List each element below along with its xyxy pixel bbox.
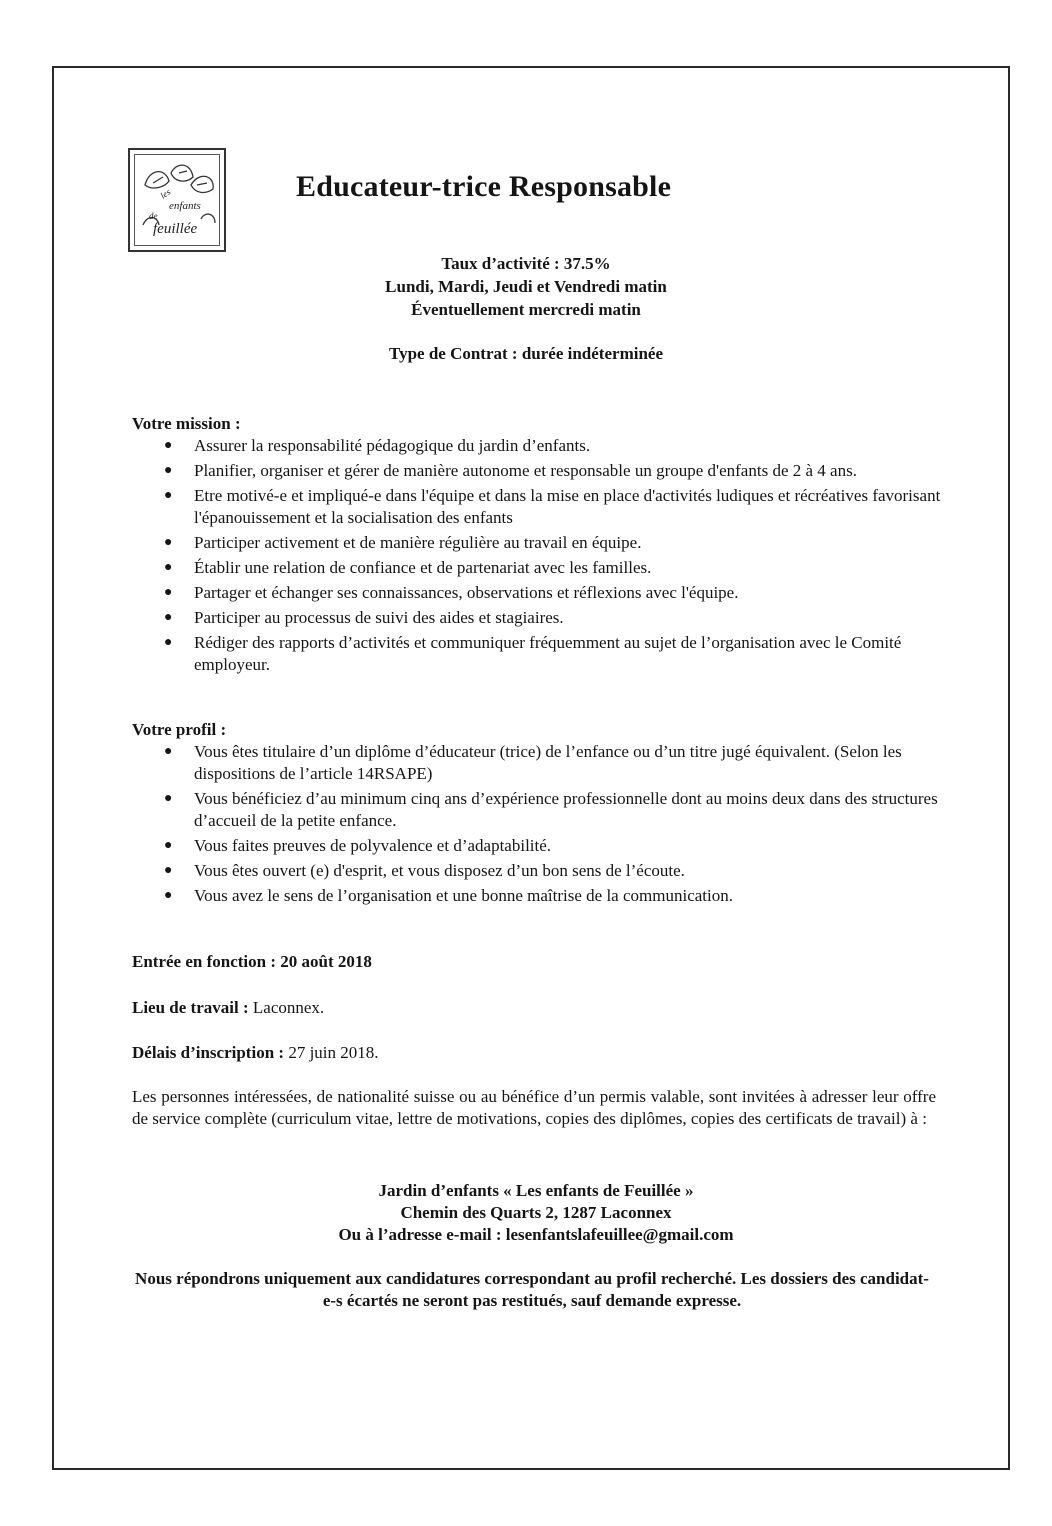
organization-logo <box>128 148 226 252</box>
working-days: Lundi, Mardi, Jeudi et Vendredi matin <box>385 277 667 296</box>
list-item: ● Établir une relation de confiance et de partenariat avec les familles. <box>164 558 652 577</box>
mission-heading: Votre mission : <box>132 414 241 433</box>
svg-text:enfants: enfants <box>169 200 201 212</box>
profile-heading: Votre profil : <box>132 720 227 739</box>
start-date <box>132 952 372 972</box>
application-deadline <box>132 1043 379 1063</box>
footer-notice: Nous répondrons uniquement aux candidatures correspondant au profil recherché. Les dossiers des candidat-e-s écartés ne seront pas restitués, sauf demande expresse. <box>135 1269 929 1310</box>
schedule-block <box>0 252 1052 321</box>
start-date-label: Entrée en fonction : <box>132 952 277 971</box>
bullet-icon: ● <box>164 438 173 453</box>
list-item: ● Vous avez le sens de l’organisation et une bonne maîtrise de la communication. <box>164 886 733 905</box>
deadline-value: 27 juin 2018. <box>288 1043 379 1062</box>
job-title: Educateur-trice Responsable <box>296 170 672 203</box>
optional-days: Éventuellement mercredi matin <box>411 300 641 319</box>
bullet-icon: ● <box>164 560 173 575</box>
list-item: ● Participer activement et de manière régulière au travail en équipe. <box>164 533 642 552</box>
bullet-icon: ● <box>164 463 173 478</box>
list-item: ● Rédiger des rapports d’activités et communiquer fréquemment au sujet de l’organisation avec le Comité employeur. <box>164 633 902 674</box>
bullet-icon: ● <box>164 744 173 759</box>
svg-text:feuillée: feuillée <box>153 221 198 237</box>
workplace-value: Laconnex. <box>252 998 325 1017</box>
workplace <box>132 998 324 1018</box>
contact-email[interactable]: Ou à l’adresse e-mail : lesenfantslafeuillee@gmail.com <box>338 1225 734 1244</box>
list-item: ● Vous bénéficiez d’au minimum cinq ans d’expérience professionnelle dont au moins deux dans des structures d’accueil de la petite enfance. <box>164 789 938 830</box>
list-item: ● Vous êtes ouvert (e) d'esprit, et vous disposez d’un bon sens de l’écoute. <box>164 861 685 880</box>
start-date-value: 20 août 2018 <box>280 952 372 971</box>
mission-list <box>160 435 950 679</box>
list-item: ● Partager et échanger ses connaissances, observations et réflexions avec l'équipe. <box>164 583 739 602</box>
bullet-icon: ● <box>164 863 173 878</box>
bullet-icon: ● <box>164 888 173 903</box>
bullet-icon: ● <box>164 838 173 853</box>
bullet-icon: ● <box>164 488 173 503</box>
bullet-icon: ● <box>164 635 173 650</box>
leaf-illustration-icon <box>135 155 221 247</box>
list-item: ● Vous êtes titulaire d’un diplôme d’éducateur (trice) de l’enfance ou d’un titre jugé équivalent. (Selon les dispositions de l’article 14RSAPE) <box>164 742 902 783</box>
svg-text:de: de <box>149 211 158 221</box>
profile-list <box>160 741 950 910</box>
list-item: ● Assurer la responsabilité pédagogique du jardin d’enfants. <box>164 436 591 455</box>
list-item: ● Vous faites preuves de polyvalence et d’adaptabilité. <box>164 836 552 855</box>
svg-text:les: les <box>158 186 173 201</box>
list-item: ● Etre motivé-e et impliqué-e dans l'équipe et dans la mise en place d'activités ludiques et récréatives favorisant l'épanouissement et la socialisation des enfants <box>164 486 941 527</box>
activity-rate: Taux d’activité : 37.5% <box>441 254 611 273</box>
list-item: ● Participer au processus de suivi des aides et stagiaires. <box>164 608 564 627</box>
bullet-icon: ● <box>164 535 173 550</box>
bullet-icon: ● <box>164 585 173 600</box>
list-item: ● Planifier, organiser et gérer de manière autonome et responsable un groupe d'enfants de 2 à 4 ans. <box>164 461 857 480</box>
workplace-label: Lieu de travail : <box>132 998 249 1017</box>
contact-address: Chemin des Quarts 2, 1287 Laconnex <box>400 1203 672 1222</box>
contact-block <box>0 1180 1052 1246</box>
contract-type: Type de Contrat : durée indéterminée <box>389 344 663 363</box>
bullet-icon: ● <box>164 791 173 806</box>
contact-name: Jardin d’enfants « Les enfants de Feuillée » <box>378 1181 694 1200</box>
bullet-icon: ● <box>164 610 173 625</box>
deadline-label: Délais d’inscription : <box>132 1043 285 1062</box>
application-instructions: Les personnes intéressées, de nationalité suisse ou au bénéfice d’un permis valable, sont invitées à adresser leur offre de service complète (curriculum vitae, lettre de motivations, copies des diplômes, copies des certificats de travail) à : <box>132 1087 936 1128</box>
